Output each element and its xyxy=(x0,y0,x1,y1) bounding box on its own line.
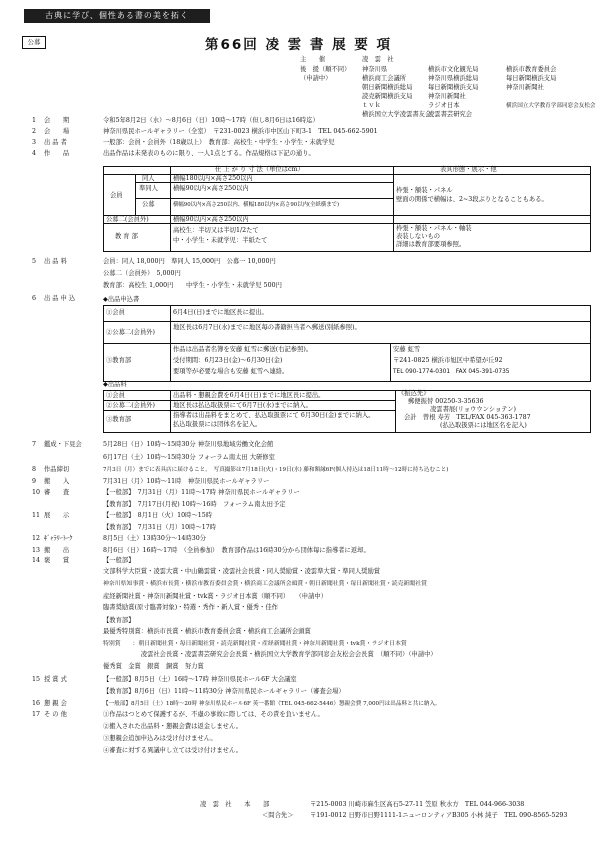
payment-text: 出品料・懇親会費を6月4日(日)までに地区長に提出。 xyxy=(173,392,325,399)
award-line: 臨書奨励賞(原寸臨書対象)・特選・秀作・新人賞・優秀・佳作 xyxy=(103,604,278,611)
schedule-text: 【教育部】 7月31日（月）10時～17時 xyxy=(103,524,217,531)
item-number: 2 xyxy=(32,128,37,135)
divider xyxy=(103,343,590,344)
apply-text: 受付期間：6月23日(金)～6月30日(金) xyxy=(173,357,283,364)
kyoiku-style: 枠張・額装・パネル・軸装 xyxy=(396,225,472,232)
divider xyxy=(103,400,396,401)
sponsor-name: 神奈川県 xyxy=(362,66,388,73)
kyoiku-size: 中・小学生・未就学児：半紙たて xyxy=(173,237,268,244)
item-label: 授 賞 式 xyxy=(44,676,67,683)
kaiin-label: 会員 xyxy=(110,192,123,199)
kyoiku-size: 高校生：半切又は半切1/2たて xyxy=(173,227,259,234)
item-number: 7 xyxy=(32,441,37,448)
item-number: 3 xyxy=(32,139,37,146)
ceremony-text: 【一般部】8月5日（土）18時～20時 神奈川県民ホール6F 英一番館（TEL 045-662-5446）懇親会費 7,000円は出品料と共に納入。 xyxy=(103,701,441,707)
sponsor-name: 横浜商工会議所 xyxy=(362,75,407,82)
koen-label: 後 援（順不同） xyxy=(300,66,351,73)
apply-address: TEL 090-1774-0301 FAX 045-391-0735 xyxy=(393,369,510,375)
award-line: 産経新聞社賞・神奈川新聞社賞・tvk賞・ラジオ日本賞（順不同） （申請中） xyxy=(103,593,327,600)
bank-info: 郵便振替 00250-3-35636 xyxy=(408,398,484,405)
payment-text: 地区長は払込取扱票にて6月7日(水)までに納入。 xyxy=(173,402,312,409)
sponsor-name: 横浜市文化観光局 xyxy=(428,66,479,73)
divider xyxy=(170,166,171,251)
item-number: 13 xyxy=(32,547,41,554)
style-text: 枠張・額装・パネル xyxy=(396,187,453,194)
apply-text: 要項等が必要な場合も安藤 虹雪へ連絡。 xyxy=(173,368,289,375)
other-note: ②搬入された出品料・懇親会費は返金しません。 xyxy=(103,723,242,730)
fee-line: 教育部：高校生 1,000円 中学生・小学生・未就学児 500円 xyxy=(103,282,282,289)
bank-info: 《振込先》 xyxy=(398,390,430,397)
sponsor-name: 横浜国立大学凌雲書友会 xyxy=(362,111,432,118)
footer-address: 〒191-0012 日野市日野1111-1ニューロンティアB305 小林 純子 TEL 090-8565-5293 xyxy=(310,812,568,819)
schedule-text: 7月31日（月）10時～11時 神奈川県民ホールギャラリー xyxy=(103,478,270,485)
item-text: 令和5年8月2日（水）～8月6日（日）10時～17時（但し8月6日は16時迄） xyxy=(103,117,319,124)
item-label: 審 査 xyxy=(44,489,70,496)
size-header: 仕 上 が り 寸 法（単位はcm） xyxy=(215,166,304,173)
divider xyxy=(395,390,396,432)
item-label: 出 品 者 xyxy=(44,139,67,146)
item-number: 15 xyxy=(32,676,41,683)
item-number: 10 xyxy=(32,489,41,496)
award-line: 神奈川県知事賞・横浜市長賞・横浜市教育委員会賞・横浜商工会議所会頭賞・朝日新聞社賞・毎日新聞社賞・読売新聞社賞 xyxy=(103,581,427,587)
award-line: 【教育部】 xyxy=(103,617,135,624)
item-label: 出 品 料 xyxy=(44,258,67,265)
item-label: 会 場 xyxy=(44,128,70,135)
sponsor-name: ｔｖｋ xyxy=(362,102,381,109)
sponsor-name: 毎日新聞横浜支局 xyxy=(506,75,557,82)
apply-address: 〒241-0825 横浜市旭区中希望が丘92 xyxy=(393,357,503,364)
item-number: 5 xyxy=(32,258,37,265)
payment-text: 指導者は出品料をまとめて、払込取扱票にて 6月30日(金)までに納入。 xyxy=(173,412,375,419)
shinsei: （申請中） xyxy=(300,75,332,82)
divider xyxy=(390,343,391,381)
item-number: 12 xyxy=(32,535,41,542)
size-row: 横幅90以内×高さ250以内 xyxy=(173,216,249,223)
style-header: 表具形態・展示・他 xyxy=(440,166,497,173)
item-number: 16 xyxy=(32,700,41,707)
shusai: 凌 雲 社 xyxy=(362,56,394,63)
item-label: 鑑成・下見会 xyxy=(44,441,82,448)
apply-row-label: ②公募二(会員外) xyxy=(106,329,155,336)
apply-subhead: ◆出品申込書 xyxy=(103,296,140,303)
sponsor-name: ラジオ日本 xyxy=(428,102,460,109)
dojin-label: 同人 xyxy=(142,175,155,182)
award-line: 文部科学大臣賞・凌雲大賞・中山鶴雲賞・凌雲社会長賞・同人奨励賞・凌雲準大賞・準同人奨励賞 xyxy=(103,568,381,575)
junjin-label: 準同人 xyxy=(139,185,158,192)
divider xyxy=(170,390,171,432)
schedule-text: 8月6日（日）16時～17時 （全員参加） 教育部作品は16時30分から団体毎に指導者に返却。 xyxy=(103,547,370,554)
sponsor-name: 凌雲書芸研究会 xyxy=(428,111,473,118)
schedule-text: 8月5日（土）13時30分～14時30分 xyxy=(103,535,207,542)
item-label: ｷﾞｬﾗﾘｰﾄｰｸ xyxy=(44,535,73,542)
kobo-label: 公募 xyxy=(142,201,155,208)
sponsor-name: 読売新聞横浜支局 xyxy=(362,93,413,100)
item-label: 作品締切 xyxy=(44,466,70,473)
footer-address: 〒215-0003 川崎市麻生区高石5-27-11 笠原 秋水方 TEL 044-966-3038 xyxy=(310,801,525,808)
footer-org: 凌 雲 社 本 部 xyxy=(200,801,270,808)
award-line: 特別賞 ：朝日新聞社賞・毎日新聞社賞・読売新聞社賞・産経新聞社賞・神奈川新聞社賞・tvk賞・ラジオ日本賞 xyxy=(103,641,407,647)
schedule-text: 6月17日（土）10時～15時30分 フォーラム南太田 大研修室 xyxy=(103,454,275,461)
item-label: 搬 出 xyxy=(44,547,70,554)
item-text: 一般部：会員・会員外（18歳以上） 教育部：高校生・中学生・小学生・未就学児 xyxy=(103,139,335,146)
payment-row-label: ①会員 xyxy=(106,392,125,399)
divider xyxy=(135,174,136,215)
apply-row-label: ①会員 xyxy=(106,309,125,316)
divider xyxy=(103,321,590,322)
kobo-tag: 公募 xyxy=(22,36,46,49)
apply-text: 6月4日(日)までに地区長に提出。 xyxy=(173,309,268,316)
sponsor-name: 朝日新聞横浜総局 xyxy=(362,84,413,91)
item-text: 神奈川県民ホールギャラリー（全室） 〒231-0023 横浜市中区山下町3-1 TEL 045-662-5901 xyxy=(103,128,378,135)
award-line: 優秀賞 金賞 銀賞 銅賞 努力賞 xyxy=(103,663,204,670)
item-label: 作 品 xyxy=(44,150,70,157)
award-line: 凌雲社会長賞・凌雲書芸研究会会長賞・横浜国立大学教育学部同窓会友松会会長賞 （順不同）（申請中） xyxy=(103,651,437,658)
schedule-text: 【一般部】 7月31日（月）11時～17時 神奈川県民ホールギャラリー xyxy=(103,489,300,496)
apply-row-label: ③教育部 xyxy=(106,357,132,364)
item-number: 8 xyxy=(32,466,37,473)
apply-address: 安藤 虹雪 xyxy=(393,346,421,353)
item-number: 11 xyxy=(32,512,41,519)
ceremony-text: 【教育部】8月6日（日）11時～11時30分 神奈川県民ホールギャラリー（審査会場） xyxy=(103,688,345,695)
sponsor-name: 横浜国立大学教育学部同窓会友松会 xyxy=(506,103,596,109)
item-label: 会 期 xyxy=(44,117,70,124)
sponsor-name: 横浜市教育委員会 xyxy=(506,66,557,73)
item-label: そ の 他 xyxy=(44,711,67,718)
payment-text: 払込取扱票には団体名を記入。 xyxy=(173,421,262,428)
page-title: 第66回 凌 雲 書 展 要 項 xyxy=(205,37,392,53)
item-number: 4 xyxy=(32,150,37,157)
schedule-text: 5月28日（日）10時～15時30分 神奈川県地域労働文化会館 xyxy=(103,441,274,448)
item-label: 搬 入 xyxy=(44,478,70,485)
apply-text: 地区長は6月7日(水)までに地区毎の書籍担当者へ郵送(別紙参照)。 xyxy=(173,324,361,331)
fee-line: 会員：同人 18,000円 準同人 15,000円 公募一 10,000円 xyxy=(103,258,276,265)
sponsor-name: 神奈川県横浜総局 xyxy=(428,75,479,82)
item-number: 6 xyxy=(32,295,37,302)
schedule-text: 【一般部】 xyxy=(103,557,135,564)
schedule-text: 7月3日（月）までに表具店に届けること。 写真撮影は7月18日(火)・19日(水) 藤和額縁6F(個人持込は18日11時～12時に持ち込むこと) xyxy=(103,467,449,473)
divider xyxy=(103,410,396,411)
item-label: 出 品 申 込 xyxy=(44,295,76,302)
shusai-label: 主 催 xyxy=(300,56,326,63)
other-note: ④審査に対する異議申し立ては受け付けません。 xyxy=(103,747,242,754)
kobo2-label: 公募二(会員外) xyxy=(106,216,149,223)
other-note: ③懇親会追加申込みは受け付けません。 xyxy=(103,735,217,742)
item-number: 1 xyxy=(32,117,37,124)
bank-info: 凌雲書展(リョウウンショテン) xyxy=(430,406,516,413)
item-label: 展 示 xyxy=(44,512,70,519)
ceremony-text: ①作品はつとめて保護するが、不慮の事故に際しては、その責を負いません。 xyxy=(103,711,324,718)
award-line: 最優秀特別賞：横浜市長賞・横浜市教育委員会賞・横浜商工会議所会頭賞 xyxy=(103,628,311,635)
item-label: 懇 親 会 xyxy=(44,700,67,707)
size-row: 横幅180以内×高さ250以内 xyxy=(173,175,253,182)
style-text: 壁面の関係で横幅は、2~3段ぶりとなることもある。 xyxy=(396,196,548,203)
kyoiku-style: 表装しないもの xyxy=(396,233,441,240)
schedule-text: 【一般部】 8月1日（火）10時～15時 xyxy=(103,512,213,519)
item-number: 17 xyxy=(32,711,41,718)
size-row: 横幅90以内×高さ250以内、横幅180以内×高さ90以内(全紙横まで) xyxy=(173,202,340,208)
banner: 古典に学び、個性ある書の美を拓く xyxy=(24,9,210,23)
item-label: 褒 賞 xyxy=(44,557,70,564)
payment-row-label: ③教育部 xyxy=(106,416,132,423)
apply-text: 作品は出品者名簿を安藤 虹雪に郵送(右記参照)。 xyxy=(173,346,313,353)
ceremony-text: 【一般部】8月5日（土）16時～17時 神奈川県民ホール6F 大会議室 xyxy=(103,676,297,683)
sponsor-name: 神奈川新聞社 xyxy=(506,84,544,91)
footer-contact: ＜問合先＞ xyxy=(262,812,294,819)
divider xyxy=(135,198,393,199)
item-text: 出品作品は未発表のものに限り、一人1点とする。作品規格は下記の通り。 xyxy=(103,150,315,157)
kyoiku-style: 詳細は教育部要項参照。 xyxy=(396,241,466,248)
item-number: 9 xyxy=(32,478,37,485)
payment-subhead: ◆出品料 xyxy=(103,381,127,388)
kyoiku-label: 教 育 部 xyxy=(115,233,138,240)
item-number: 14 xyxy=(32,557,41,564)
size-row: 横幅90以内×高さ250以内 xyxy=(173,185,249,192)
sponsor-name: 神奈川新聞社 xyxy=(428,93,466,100)
bank-info: (払込取扱票には地区名を記入) xyxy=(440,422,527,429)
schedule-text: 【教育部】 7月17日(月祝) 10時～16時 フォーラム南太田予定 xyxy=(103,501,286,508)
fee-line: 公募二（会員外） 5,000円 xyxy=(103,270,181,277)
payment-row-label: ②公募二(会員外) xyxy=(106,402,155,409)
divider xyxy=(393,166,394,251)
sponsor-name: 毎日新聞横浜支局 xyxy=(428,84,479,91)
bank-info: 会計 曽根 寿芳 TEL/FAX 045-363-1787 xyxy=(404,414,531,421)
